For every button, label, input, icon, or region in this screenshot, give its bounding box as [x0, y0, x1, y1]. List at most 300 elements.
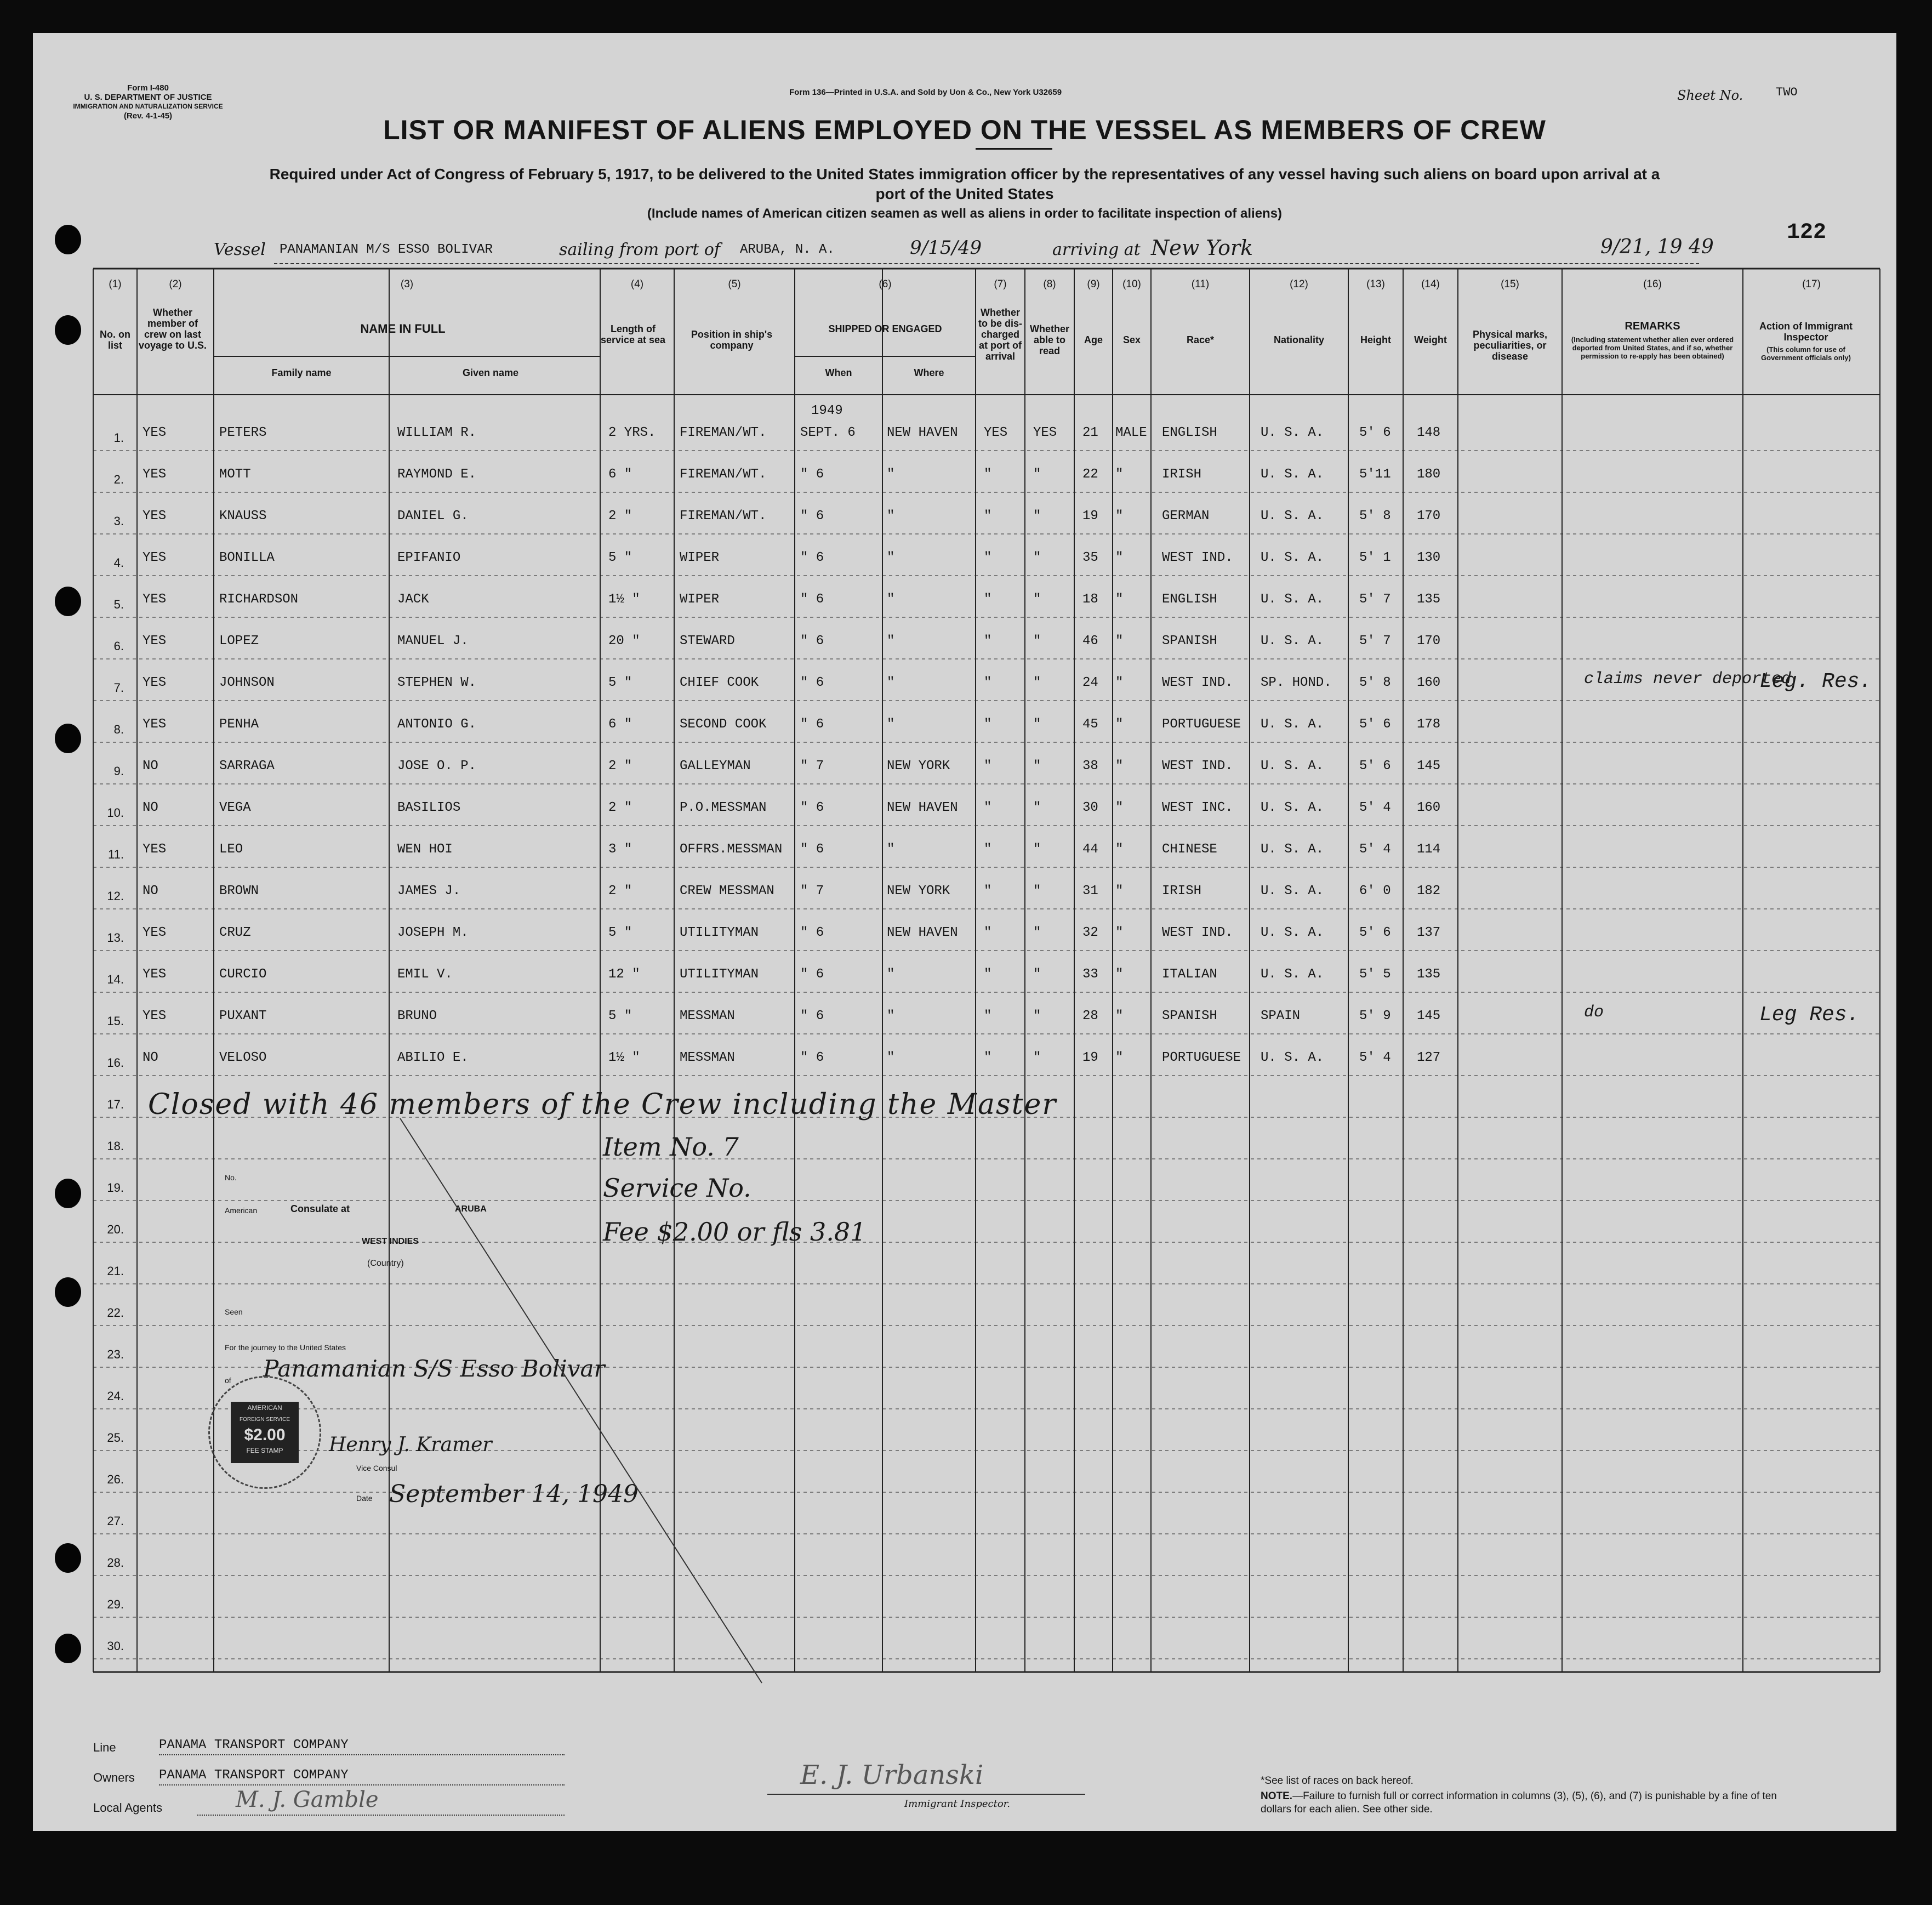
- header-nationality: Nationality: [1273, 334, 1324, 345]
- service-length-cell: 6 ": [608, 467, 632, 482]
- able-to-read-cell: YES: [1033, 425, 1057, 440]
- column-number: (4): [630, 278, 644, 290]
- country-label: (Country): [367, 1259, 404, 1268]
- service-length-cell: 5 ": [608, 550, 632, 565]
- able-to-read-cell: ": [1033, 925, 1041, 940]
- footer-underline-3: [197, 1815, 565, 1816]
- sailing-date: 9/15/49: [910, 237, 982, 259]
- year-note: 1949: [811, 403, 843, 418]
- discharged-cell: ": [984, 675, 992, 690]
- shipped-when-cell: " 6: [800, 550, 824, 565]
- given-name-cell: RAYMOND E.: [397, 467, 477, 482]
- age-cell: 46: [1082, 634, 1098, 649]
- height-cell: 5' 4: [1359, 842, 1391, 857]
- sex-cell: ": [1115, 1050, 1124, 1065]
- consular-date: September 14, 1949: [389, 1480, 639, 1508]
- age-cell: 19: [1082, 1050, 1098, 1065]
- position-cell: CHIEF COOK: [680, 675, 759, 690]
- nationality-cell: U. S. A.: [1261, 842, 1324, 857]
- sex-cell: ": [1115, 634, 1124, 649]
- weight-cell: 182: [1417, 884, 1441, 899]
- row-number: 11.: [108, 848, 124, 861]
- column-number: (16): [1643, 278, 1662, 290]
- shipped-where-cell: ": [887, 717, 895, 732]
- prev-voyage-cell: YES: [143, 550, 167, 565]
- shipped-where-cell: ": [887, 509, 895, 524]
- column-number: (10): [1122, 278, 1141, 290]
- vice-consul-signature: Henry J. Kramer: [329, 1434, 492, 1456]
- family-name-cell: MOTT: [219, 467, 251, 482]
- given-name-cell: STEPHEN W.: [397, 675, 477, 690]
- prev-voyage-cell: YES: [143, 967, 167, 982]
- discharged-cell: ": [984, 1050, 992, 1065]
- sex-cell: ": [1115, 759, 1124, 774]
- vice-consul-label: Vice Consul: [356, 1464, 397, 1472]
- shipped-when-cell: SEPT. 6: [800, 425, 856, 440]
- agents-value: M. J. Gamble: [236, 1787, 379, 1812]
- fee-note: Fee $2.00 or fls 3.81: [603, 1217, 867, 1247]
- family-name-cell: SARRAGA: [219, 759, 275, 774]
- given-name-cell: MANUEL J.: [397, 634, 469, 649]
- given-name-cell: WEN HOI: [397, 842, 453, 857]
- page-number: 122: [1787, 220, 1827, 245]
- vessel-handwritten: Panamanian S/S Esso Bolivar: [263, 1355, 605, 1382]
- able-to-read-cell: ": [1033, 509, 1041, 524]
- family-name-cell: PUXANT: [219, 1009, 267, 1023]
- row-number: 12.: [107, 889, 124, 903]
- height-cell: 5' 8: [1359, 509, 1391, 524]
- sex-cell: ": [1115, 884, 1124, 899]
- sex-cell: ": [1115, 592, 1124, 607]
- line-label: Line: [93, 1741, 116, 1754]
- row-number: 21.: [107, 1264, 124, 1278]
- header-remarks: REMARKS: [1625, 320, 1680, 332]
- row-number: 10.: [107, 806, 124, 820]
- shipped-when-cell: " 6: [800, 592, 824, 607]
- inspector-action-cell: Leg Res.: [1759, 1003, 1860, 1027]
- family-name-cell: VEGA: [219, 800, 251, 815]
- able-to-read-cell: ": [1033, 467, 1041, 482]
- row-number: 9.: [113, 764, 124, 778]
- subtitle-note: (Include names of American citizen seamen as well as aliens in order to facilitate inspection of aliens): [647, 206, 1283, 221]
- position-cell: STEWARD: [680, 634, 735, 649]
- nationality-cell: U. S. A.: [1261, 467, 1324, 482]
- department: U. S. DEPARTMENT OF JUSTICE: [84, 93, 212, 102]
- nationality-cell: U. S. A.: [1261, 1050, 1324, 1065]
- discharged-cell: YES: [984, 425, 1008, 440]
- header-discharged: Whether to be dis-charged at port of arrival: [978, 307, 1022, 362]
- remarks-cell: claims never deported: [1584, 670, 1792, 689]
- arriving-label: arriving at: [1052, 240, 1141, 259]
- row-number: 20.: [107, 1222, 124, 1236]
- weight-cell: 135: [1417, 967, 1441, 982]
- nationality-cell: SPAIN: [1261, 1009, 1301, 1023]
- date-label: Date: [356, 1494, 373, 1503]
- header-given-name: Given name: [462, 367, 519, 378]
- shipped-where-cell: ": [887, 592, 895, 607]
- height-cell: 5' 6: [1359, 717, 1391, 732]
- header-able-to-read: Whether able to read: [1030, 323, 1069, 356]
- nationality-cell: U. S. A.: [1261, 800, 1324, 815]
- shipped-when-cell: " 7: [800, 759, 824, 774]
- row-number: 25.: [107, 1431, 124, 1445]
- service-length-cell: 5 ": [608, 1009, 632, 1023]
- owners-value: PANAMA TRANSPORT COMPANY: [159, 1768, 349, 1783]
- position-cell: GALLEYMAN: [680, 759, 751, 774]
- height-cell: 5' 5: [1359, 967, 1391, 982]
- of-label: of: [225, 1376, 231, 1385]
- position-cell: WIPER: [680, 592, 720, 607]
- height-cell: 5' 4: [1359, 1050, 1391, 1065]
- note-block: [1261, 1790, 1809, 1816]
- row-number: 14.: [107, 973, 124, 986]
- height-cell: 5' 6: [1359, 425, 1391, 440]
- prev-voyage-cell: YES: [143, 1009, 167, 1023]
- given-name-cell: JAMES J.: [397, 884, 461, 899]
- discharged-cell: ": [984, 967, 992, 982]
- header-height: Height: [1360, 334, 1391, 345]
- row-number: 29.: [107, 1597, 124, 1611]
- header-where: Where: [914, 367, 944, 378]
- header-remarks-note: (Including statement whether alien ever ordered deported from United States, and if so, whether permission to re-apply has been obtained): [1571, 335, 1734, 360]
- column-number: (3): [400, 278, 414, 290]
- service-length-cell: 6 ": [608, 717, 632, 732]
- position-cell: SECOND COOK: [680, 717, 767, 732]
- age-cell: 24: [1082, 675, 1098, 690]
- shipped-where-cell: NEW HAVEN: [887, 925, 958, 940]
- weight-cell: 178: [1417, 717, 1441, 732]
- prev-voyage-cell: YES: [143, 842, 167, 857]
- sex-cell: ": [1115, 925, 1124, 940]
- prev-voyage-cell: NO: [143, 800, 158, 815]
- able-to-read-cell: ": [1033, 842, 1041, 857]
- column-number: (6): [879, 278, 892, 290]
- column-number: (9): [1087, 278, 1100, 290]
- discharged-cell: ": [984, 634, 992, 649]
- race-cell: ITALIAN: [1162, 967, 1217, 982]
- shipped-when-cell: " 7: [800, 884, 824, 899]
- row-number: 27.: [107, 1514, 124, 1528]
- nationality-cell: U. S. A.: [1261, 884, 1324, 899]
- weight-cell: 135: [1417, 592, 1441, 607]
- position-cell: MESSMAN: [680, 1009, 735, 1023]
- column-number: (12): [1290, 278, 1308, 290]
- service-length-cell: 3 ": [608, 842, 632, 857]
- shipped-when-cell: " 6: [800, 675, 824, 690]
- position-cell: OFFRS.MESSMAN: [680, 842, 783, 857]
- race-cell: SPANISH: [1162, 634, 1217, 649]
- family-name-cell: LOPEZ: [219, 634, 259, 649]
- weight-cell: 170: [1417, 509, 1441, 524]
- age-cell: 30: [1082, 800, 1098, 815]
- service-length-cell: 20 ": [608, 634, 640, 649]
- nationality-cell: U. S. A.: [1261, 425, 1324, 440]
- able-to-read-cell: ": [1033, 967, 1041, 982]
- age-cell: 31: [1082, 884, 1098, 899]
- position-cell: FIREMAN/WT.: [680, 425, 767, 440]
- service-length-cell: 1½ ": [608, 592, 640, 607]
- age-cell: 18: [1082, 592, 1098, 607]
- stamp-value: $2.00: [244, 1426, 286, 1444]
- header-position: Position in ship's company: [691, 329, 773, 351]
- form-number: Form I-480: [127, 83, 169, 93]
- prev-voyage-cell: NO: [143, 1050, 158, 1065]
- row-number: 24.: [107, 1389, 124, 1403]
- subtitle-line-2: port of the United States: [875, 185, 1054, 202]
- able-to-read-cell: ": [1033, 1050, 1041, 1065]
- row-number: 1.: [113, 431, 124, 445]
- owners-label: Owners: [93, 1771, 135, 1784]
- shipped-where-cell: NEW YORK: [887, 759, 950, 774]
- age-cell: 22: [1082, 467, 1098, 482]
- shipped-when-cell: " 6: [800, 634, 824, 649]
- weight-cell: 145: [1417, 759, 1441, 774]
- height-cell: 6' 0: [1359, 884, 1391, 899]
- diagonal-strike-line: [33, 33, 1896, 1831]
- row-number: 30.: [107, 1639, 124, 1653]
- position-cell: FIREMAN/WT.: [680, 509, 767, 524]
- sex-cell: ": [1115, 967, 1124, 982]
- shipped-where-cell: ": [887, 967, 895, 982]
- able-to-read-cell: ": [1033, 634, 1041, 649]
- header-sex: Sex: [1122, 334, 1141, 345]
- height-cell: 5'11: [1359, 467, 1391, 482]
- discharged-cell: ": [984, 925, 992, 940]
- sex-cell: ": [1115, 800, 1124, 815]
- race-cell: GERMAN: [1162, 509, 1210, 524]
- family-name-cell: BONILLA: [219, 550, 275, 565]
- age-cell: 28: [1082, 1009, 1098, 1023]
- shipped-where-cell: ": [887, 1050, 895, 1065]
- nationality-cell: U. S. A.: [1261, 592, 1324, 607]
- shipped-when-cell: " 6: [800, 1050, 824, 1065]
- prev-voyage-cell: YES: [143, 425, 167, 440]
- sailing-port: ARUBA, N. A.: [740, 242, 835, 257]
- shipped-when-cell: " 6: [800, 800, 824, 815]
- inspector-line: [767, 1794, 1085, 1795]
- family-name-cell: PENHA: [219, 717, 259, 732]
- race-cell: WEST INC.: [1162, 800, 1233, 815]
- column-number: (8): [1043, 278, 1056, 290]
- column-number: (5): [728, 278, 741, 290]
- row-number: 7.: [113, 681, 124, 695]
- note-label: NOTE.: [1261, 1790, 1293, 1802]
- consulate-value: ARUBA: [455, 1204, 487, 1214]
- sheet-number: TWO: [1776, 86, 1798, 99]
- arriving-port: New York: [1151, 236, 1253, 260]
- shipped-where-cell: ": [887, 842, 895, 857]
- consular-american: American: [225, 1206, 258, 1215]
- discharged-cell: ": [984, 467, 992, 482]
- row-number: 4.: [113, 556, 124, 570]
- discharged-cell: ": [984, 1009, 992, 1023]
- header-when: When: [825, 367, 852, 378]
- header-weight: Weight: [1414, 334, 1447, 345]
- sailing-label: sailing from port of: [559, 240, 720, 259]
- header-race: Race*: [1186, 334, 1215, 345]
- page-title: LIST OR MANIFEST OF ALIENS EMPLOYED ON THE VESSEL AS MEMBERS OF CREW: [383, 115, 1546, 145]
- shipped-when-cell: " 6: [800, 467, 824, 482]
- row-number: 16.: [107, 1056, 124, 1070]
- shipped-where-cell: ": [887, 634, 895, 649]
- header-no-on-list: No. on list: [100, 329, 130, 351]
- family-name-cell: VELOSO: [219, 1050, 267, 1065]
- row-number: 15.: [107, 1014, 124, 1028]
- age-cell: 38: [1082, 759, 1098, 774]
- nationality-cell: U. S. A.: [1261, 925, 1324, 940]
- nationality-cell: U. S. A.: [1261, 967, 1324, 982]
- shipped-where-cell: ": [887, 467, 895, 482]
- race-cell: SPANISH: [1162, 1009, 1217, 1023]
- given-name-cell: EMIL V.: [397, 967, 453, 982]
- position-cell: UTILITYMAN: [680, 967, 759, 982]
- prev-voyage-cell: NO: [143, 759, 158, 774]
- prev-voyage-cell: YES: [143, 717, 167, 732]
- race-cell: WEST IND.: [1162, 925, 1233, 940]
- able-to-read-cell: ": [1033, 717, 1041, 732]
- closing-note: Closed with 46 members of the Crew including the Master: [148, 1088, 1057, 1121]
- sex-cell: ": [1115, 509, 1124, 524]
- given-name-cell: ABILIO E.: [397, 1050, 469, 1065]
- line-value: PANAMA TRANSPORT COMPANY: [159, 1738, 349, 1753]
- column-number: (2): [169, 278, 182, 290]
- column-number: (7): [994, 278, 1007, 290]
- header-physical-marks: Physical marks, peculiarities, or disease: [1472, 329, 1548, 362]
- shipped-when-cell: " 6: [800, 925, 824, 940]
- header-age: Age: [1084, 334, 1103, 345]
- family-name-cell: RICHARDSON: [219, 592, 299, 607]
- row-number: 6.: [113, 639, 124, 653]
- nationality-cell: U. S. A.: [1261, 759, 1324, 774]
- shipped-where-cell: ": [887, 550, 895, 565]
- discharged-cell: ": [984, 842, 992, 857]
- able-to-read-cell: ": [1033, 550, 1041, 565]
- prev-voyage-cell: YES: [143, 925, 167, 940]
- shipped-where-cell: NEW YORK: [887, 884, 950, 899]
- header-prev-voyage: Whether member of crew on last voyage to U.S.: [138, 307, 207, 351]
- arrival-date: 9/21, 19 49: [1600, 236, 1714, 258]
- prev-voyage-cell: YES: [143, 509, 167, 524]
- age-cell: 44: [1082, 842, 1098, 857]
- race-cell: ENGLISH: [1162, 592, 1217, 607]
- weight-cell: 160: [1417, 800, 1441, 815]
- able-to-read-cell: ": [1033, 884, 1041, 899]
- shipped-where-cell: ": [887, 1009, 895, 1023]
- sex-cell: ": [1115, 717, 1124, 732]
- sheet-label: Sheet No.: [1677, 88, 1743, 103]
- nationality-cell: U. S. A.: [1261, 509, 1324, 524]
- position-cell: UTILITYMAN: [680, 925, 759, 940]
- able-to-read-cell: ": [1033, 675, 1041, 690]
- consular-no-label: No.: [225, 1173, 237, 1182]
- header-family-name: Family name: [271, 367, 332, 378]
- header-name-in-full: NAME IN FULL: [360, 322, 446, 335]
- sex-cell: MALE: [1115, 425, 1147, 440]
- race-cell: PORTUGUESE: [1162, 717, 1241, 732]
- header-length-service: Length of service at sea: [600, 323, 666, 345]
- shipped-when-cell: " 6: [800, 967, 824, 982]
- family-name-cell: CRUZ: [219, 925, 251, 940]
- given-name-cell: ANTONIO G.: [397, 717, 477, 732]
- service-name: IMMIGRATION AND NATURALIZATION SERVICE: [73, 103, 223, 110]
- sex-cell: ": [1115, 467, 1124, 482]
- row-number: 18.: [107, 1139, 124, 1153]
- height-cell: 5' 7: [1359, 592, 1391, 607]
- stamp-line-2: FOREIGN SERVICE: [239, 1417, 290, 1423]
- race-cell: ENGLISH: [1162, 425, 1217, 440]
- weight-cell: 127: [1417, 1050, 1441, 1065]
- service-length-cell: 2 ": [608, 800, 632, 815]
- race-cell: CHINESE: [1162, 842, 1217, 857]
- height-cell: 5' 7: [1359, 634, 1391, 649]
- race-cell: WEST IND.: [1162, 550, 1233, 565]
- header-shipped: SHIPPED OR ENGAGED: [828, 323, 942, 334]
- age-cell: 19: [1082, 509, 1098, 524]
- shipped-when-cell: " 6: [800, 842, 824, 857]
- prev-voyage-cell: YES: [143, 634, 167, 649]
- age-cell: 32: [1082, 925, 1098, 940]
- row-number: 13.: [107, 931, 124, 945]
- row-number: 26.: [107, 1472, 124, 1486]
- column-number: (11): [1191, 278, 1210, 290]
- sex-cell: ": [1115, 675, 1124, 690]
- consulate-at-label: Consulate at: [290, 1203, 350, 1214]
- country-value: WEST INDIES: [362, 1237, 419, 1246]
- weight-cell: 145: [1417, 1009, 1441, 1023]
- vessel-name: PANAMANIAN M/S ESSO BOLIVAR: [280, 242, 493, 257]
- shipped-when-cell: " 6: [800, 717, 824, 732]
- footer-underline-2: [159, 1784, 565, 1785]
- race-cell: PORTUGUESE: [1162, 1050, 1241, 1065]
- subtitle-line-1: Required under Act of Congress of February 5, 1917, to be delivered to the United States immigration officer by the representatives of any vessel having such aliens on board upon arrival at a: [269, 166, 1660, 183]
- height-cell: 5' 1: [1359, 550, 1391, 565]
- shipped-where-cell: NEW HAVEN: [887, 425, 958, 440]
- nationality-cell: SP. HOND.: [1261, 675, 1332, 690]
- age-cell: 33: [1082, 967, 1098, 982]
- row-number: 19.: [107, 1181, 124, 1195]
- row-number: 23.: [107, 1347, 124, 1361]
- column-number: (14): [1421, 278, 1440, 290]
- height-cell: 5' 6: [1359, 925, 1391, 940]
- row-number: 2.: [113, 473, 124, 486]
- able-to-read-cell: ": [1033, 592, 1041, 607]
- height-cell: 5' 4: [1359, 800, 1391, 815]
- prev-voyage-cell: YES: [143, 675, 167, 690]
- given-name-cell: DANIEL G.: [397, 509, 469, 524]
- height-cell: 5' 8: [1359, 675, 1391, 690]
- sex-cell: ": [1115, 1009, 1124, 1023]
- column-number: (1): [109, 278, 122, 290]
- family-name-cell: LEO: [219, 842, 243, 857]
- prev-voyage-cell: YES: [143, 592, 167, 607]
- position-cell: CREW MESSMAN: [680, 884, 774, 899]
- discharged-cell: ": [984, 717, 992, 732]
- family-name-cell: PETERS: [219, 425, 267, 440]
- sex-cell: ": [1115, 842, 1124, 857]
- race-cell: IRISH: [1162, 884, 1202, 899]
- race-cell: WEST IND.: [1162, 675, 1233, 690]
- inspector-signature: E. J. Urbanski: [800, 1760, 984, 1790]
- row-number: 28.: [107, 1556, 124, 1570]
- weight-cell: 130: [1417, 550, 1441, 565]
- service-length-cell: 2 ": [608, 759, 632, 774]
- footer-underline: [159, 1754, 565, 1755]
- service-length-cell: 5 ": [608, 675, 632, 690]
- races-note: *See list of races on back hereof.: [1261, 1775, 1414, 1787]
- age-cell: 45: [1082, 717, 1098, 732]
- stamp-line-3: FEE STAMP: [246, 1447, 283, 1454]
- service-length-cell: 1½ ": [608, 1050, 640, 1065]
